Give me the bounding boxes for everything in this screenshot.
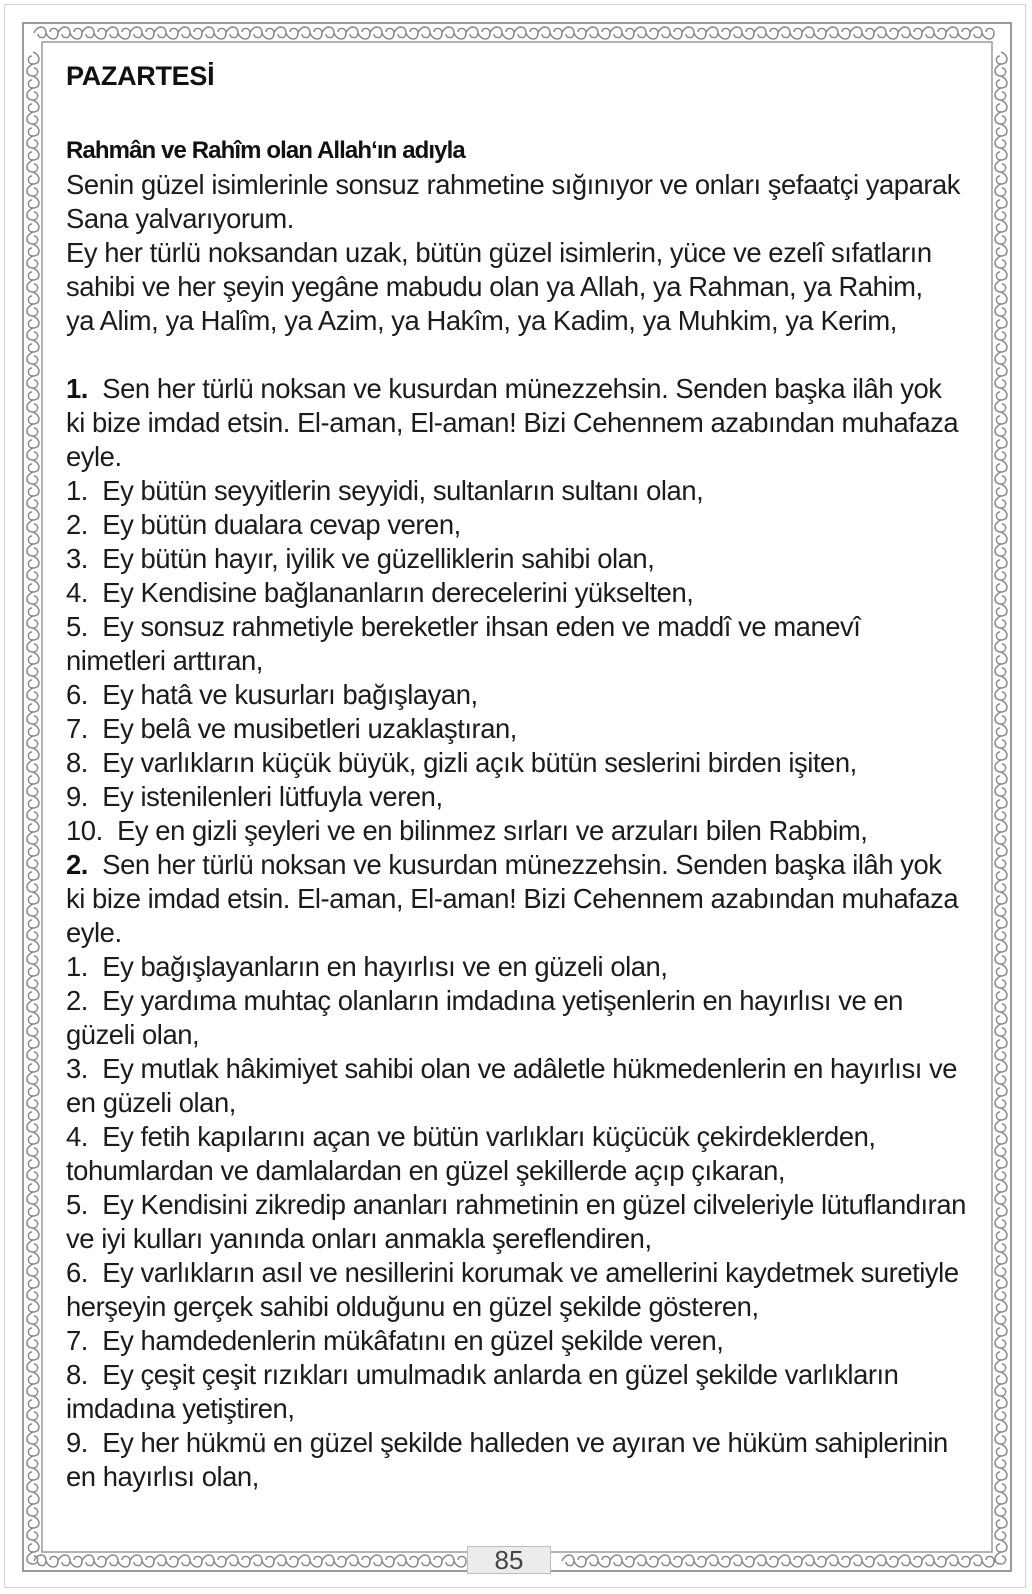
border-ornament [250, 27, 274, 39]
border-ornament [682, 27, 706, 39]
item-text: Ey Kendisini zikredip ananları rahmetinin en güzel cilveleriyle lütuflandıran ve iyi kulları yanında onları anmakla şereflendiren, [66, 1189, 966, 1254]
intro-line-2: Ey her türlü noksandan uzak, bütün güzel isimlerin, yüce ve ezelî sıfatların sahibi ve her şeyin yegâne mabudu olan ya Allah, ya Rahman, ya Rahim, [66, 237, 932, 302]
border-ornament [995, 340, 1007, 364]
border-ornament [995, 1468, 1007, 1492]
border-ornament [370, 27, 394, 39]
border-ornament [922, 1555, 946, 1567]
border-ornament [27, 1132, 39, 1156]
border-ornament [27, 724, 39, 748]
border-ornament [995, 556, 1007, 580]
border-ornament [27, 964, 39, 988]
item-number: 4. [66, 1121, 88, 1152]
item-text: Ey yardıma muhtaç olanların imdadına yetişenlerin en hayırlısı ve en güzeli olan, [66, 985, 903, 1050]
border-ornament [995, 676, 1007, 700]
item-text: Ey mutlak hâkimiyet sahibi olan ve adâletle hükmedenlerin en hayırlısı ve en güzeli olan, [66, 1053, 958, 1118]
border-ornament [27, 388, 39, 412]
border-ornament [802, 27, 826, 39]
list-item [66, 1324, 966, 1358]
section-number: 2. [66, 849, 88, 880]
border-ornament [27, 1012, 39, 1036]
border-ornament [995, 1444, 1007, 1468]
item-number: 2. [66, 509, 88, 540]
list-item [66, 678, 966, 712]
item-text: Ey bağışlayanların en hayırlısı ve en güzeli olan, [102, 951, 668, 982]
border-ornament [995, 292, 1007, 316]
border-ornament [27, 76, 39, 100]
border-ornament [995, 1540, 1007, 1564]
border-ornament [995, 1324, 1007, 1348]
page-number: 85 [467, 1546, 551, 1574]
border-ornament [995, 724, 1007, 748]
border-ornament [27, 1084, 39, 1108]
border-ornament [370, 1555, 394, 1567]
border-ornament [27, 484, 39, 508]
border-ornament [27, 340, 39, 364]
border-ornament [610, 1555, 634, 1567]
border-ornament [730, 1555, 754, 1567]
border-ornament [706, 1555, 730, 1567]
border-ornament [27, 892, 39, 916]
border-ornament [995, 316, 1007, 340]
border-ornament [995, 1084, 1007, 1108]
section-text: Sen her türlü noksan ve kusurdan münezzehsin. Senden başka ilâh yok ki bize imdad etsin. El-aman, El-aman! Bizi Cehennem azabından muhafaza eyle. [66, 849, 959, 948]
border-ornament [995, 1060, 1007, 1084]
list-item [66, 1188, 966, 1256]
border-ornament [995, 652, 1007, 676]
border-ornament [27, 508, 39, 532]
border-ornament [27, 124, 39, 148]
border-ornament [995, 1516, 1007, 1540]
border-ornament [27, 604, 39, 628]
border-ornament [995, 772, 1007, 796]
border-ornament [202, 27, 226, 39]
border-ornament [418, 27, 442, 39]
border-ornament [730, 27, 754, 39]
border-ornament [27, 460, 39, 484]
border-ornament [995, 748, 1007, 772]
border-ornament [58, 27, 82, 39]
border-ornament [995, 508, 1007, 532]
item-text: Ey çeşit çeşit rızıkları umulmadık anlarda en güzel şekilde varlıkların imdadına yetiştiren, [66, 1359, 899, 1424]
border-ornament [778, 27, 802, 39]
border-ornament [322, 27, 346, 39]
border-ornament [995, 436, 1007, 460]
border-ornament [226, 27, 250, 39]
border-ornament [442, 1555, 466, 1567]
border-ornament [27, 1444, 39, 1468]
item-number: 9. [66, 781, 88, 812]
item-number: 2. [66, 985, 88, 1016]
section-2 [66, 848, 966, 1494]
border-ornament [27, 1156, 39, 1180]
border-ornament [946, 1555, 970, 1567]
border-ornament [27, 772, 39, 796]
item-text: Ey en gizli şeyleri ve en bilinmez sırları ve arzuları bilen Rabbim, [117, 815, 868, 846]
item-number: 5. [66, 611, 88, 642]
border-ornament [538, 27, 562, 39]
border-ornament [27, 580, 39, 604]
border-ornament [634, 27, 658, 39]
border-ornament [27, 1036, 39, 1060]
item-number: 3. [66, 1053, 88, 1084]
border-ornament [27, 628, 39, 652]
border-ornament [58, 1555, 82, 1567]
border-ornament [995, 868, 1007, 892]
border-ornament [514, 27, 538, 39]
page-title: PAZARTESİ [66, 61, 215, 91]
border-ornament [27, 364, 39, 388]
section-text: Sen her türlü noksan ve kusurdan münezzehsin. Senden başka ilâh yok ki bize imdad etsin. El-aman, El-aman! Bizi Cehennem azabından muhafaza eyle. [66, 373, 959, 472]
border-ornament [27, 868, 39, 892]
item-number: 8. [66, 1359, 88, 1390]
section-1 [66, 372, 966, 848]
border-ornament [298, 27, 322, 39]
border-ornament [995, 460, 1007, 484]
border-ornament [995, 124, 1007, 148]
border-ornament [27, 268, 39, 292]
border-ornament [27, 1228, 39, 1252]
border-ornament [27, 316, 39, 340]
section-intro [66, 848, 966, 950]
page-content [66, 58, 966, 1494]
border-ornament [995, 1204, 1007, 1228]
item-text: Ey fetih kapılarını açan ve bütün varlıkları küçücük çekirdeklerden, tohumlardan ve damlalardan en güzel şekillerde açıp çıkaran, [66, 1121, 876, 1186]
item-number: 7. [66, 713, 88, 744]
border-ornament [274, 27, 298, 39]
border-ornament [610, 27, 634, 39]
border-ornament [995, 1132, 1007, 1156]
border-ornament [27, 1276, 39, 1300]
border-ornament [130, 1555, 154, 1567]
border-ornament [995, 844, 1007, 868]
list-item [66, 508, 966, 542]
border-ornament [778, 1555, 802, 1567]
border-ornament [130, 27, 154, 39]
border-ornament [27, 244, 39, 268]
border-ornament [995, 940, 1007, 964]
border-ornament [682, 1555, 706, 1567]
item-number: 6. [66, 679, 88, 710]
item-number: 9. [66, 1427, 88, 1458]
border-ornament [27, 1372, 39, 1396]
border-ornament [995, 796, 1007, 820]
border-ornament [394, 1555, 418, 1567]
border-ornament [802, 1555, 826, 1567]
border-ornament [658, 1555, 682, 1567]
border-ornament [995, 1276, 1007, 1300]
border-ornament [995, 628, 1007, 652]
border-ornament [995, 1156, 1007, 1180]
border-ornament [106, 27, 130, 39]
item-text: Ey bütün hayır, iyilik ve güzelliklerin sahibi olan, [102, 543, 655, 574]
border-ornament [995, 244, 1007, 268]
border-ornament [995, 1492, 1007, 1516]
border-ornament [322, 1555, 346, 1567]
border-ornament [106, 1555, 130, 1567]
border-ornament [27, 1492, 39, 1516]
border-ornament [27, 676, 39, 700]
list-item [66, 576, 966, 610]
list-item [66, 746, 966, 780]
border-ornament [27, 844, 39, 868]
border-ornament [27, 1180, 39, 1204]
border-ornament [995, 988, 1007, 1012]
list-item [66, 1256, 966, 1324]
item-number: 3. [66, 543, 88, 574]
border-ornament [442, 27, 466, 39]
basmala: Rahmân ve Rahîm olan Allah‘ın adıyla [66, 137, 465, 164]
border-ornament [898, 1555, 922, 1567]
border-ornament [658, 27, 682, 39]
border-ornament [995, 820, 1007, 844]
item-text: Ey varlıkların asıl ve nesillerini korumak ve amellerini kaydetmek suretiyle herşeyin gerçek sahibi olduğunu en güzel şekilde gösteren, [66, 1257, 959, 1322]
item-text: Ey her hükmü en güzel şekilde halleden ve ayıran ve hüküm sahiplerinin en hayırlısı olan, [66, 1427, 948, 1492]
border-ornament [466, 27, 490, 39]
border-ornament [27, 988, 39, 1012]
list-item [66, 984, 966, 1052]
section-number: 1. [66, 373, 88, 404]
border-ornament [850, 27, 874, 39]
border-ornament [995, 100, 1007, 124]
section-intro [66, 372, 966, 474]
border-ornament [995, 1396, 1007, 1420]
intro-line-1: Senin güzel isimlerinle sonsuz rahmetine sığınıyor ve onları şefaatçi yaparak Sana yalvarıyorum. [66, 169, 961, 234]
border-ornament [202, 1555, 226, 1567]
border-ornament [995, 1108, 1007, 1132]
border-ornament [995, 1348, 1007, 1372]
border-ornament [27, 1252, 39, 1276]
border-ornament [27, 1516, 39, 1540]
border-ornament [27, 100, 39, 124]
border-ornament [995, 1372, 1007, 1396]
border-ornament [562, 27, 586, 39]
border-ornament [346, 27, 370, 39]
item-text: Ey varlıkların küçük büyük, gizli açık bütün seslerini birden işiten, [102, 747, 857, 778]
border-ornament [34, 27, 58, 39]
item-number: 1. [66, 475, 88, 506]
border-ornament [27, 940, 39, 964]
border-ornament [27, 1420, 39, 1444]
item-text: Ey Kendisine bağlananların derecelerini yükselten, [102, 577, 694, 608]
border-ornament [27, 1108, 39, 1132]
list-item [66, 950, 966, 984]
item-text: Ey belâ ve musibetleri uzaklaştıran, [102, 713, 517, 744]
border-ornament [27, 172, 39, 196]
border-ornament [82, 27, 106, 39]
border-ornament [850, 1555, 874, 1567]
item-number: 10. [66, 815, 103, 846]
item-text: Ey bütün dualara cevap veren, [102, 509, 461, 540]
border-ornament [826, 27, 850, 39]
border-ornament [27, 292, 39, 316]
item-number: 4. [66, 577, 88, 608]
border-ornament [995, 172, 1007, 196]
border-ornament [27, 1300, 39, 1324]
item-number: 6. [66, 1257, 88, 1288]
border-ornament [82, 1555, 106, 1567]
border-ornament [27, 1540, 39, 1564]
border-ornament [27, 52, 39, 76]
list-item [66, 712, 966, 746]
border-ornament [995, 1300, 1007, 1324]
border-ornament [586, 27, 610, 39]
border-ornament [274, 1555, 298, 1567]
spacer [66, 338, 966, 372]
list-item [66, 814, 966, 848]
item-text: Ey hamdedenlerin mükâfatını en güzel şekilde veren, [102, 1325, 724, 1356]
border-ornament [970, 27, 994, 39]
border-ornament [826, 1555, 850, 1567]
border-ornament [27, 1348, 39, 1372]
border-ornament [27, 1396, 39, 1420]
border-ornament [418, 1555, 442, 1567]
border-ornament [586, 1555, 610, 1567]
border-ornament [154, 1555, 178, 1567]
border-ornament [995, 220, 1007, 244]
border-ornament [27, 1204, 39, 1228]
border-ornament [995, 76, 1007, 100]
border-ornament [946, 27, 970, 39]
item-text: Ey bütün seyyitlerin seyyidi, sultanların sultanı olan, [102, 475, 704, 506]
intro-line-3: ya Alim, ya Halîm, ya Azim, ya Hakîm, ya Kadim, ya Muhkim, ya Kerim, [66, 305, 897, 336]
border-ornament [995, 388, 1007, 412]
border-ornament [995, 268, 1007, 292]
border-ornament [995, 892, 1007, 916]
list-item [66, 610, 966, 678]
border-ornament [27, 436, 39, 460]
item-number: 5. [66, 1189, 88, 1220]
border-ornament [27, 220, 39, 244]
border-ornament [346, 1555, 370, 1567]
border-ornament [922, 27, 946, 39]
border-ornament [634, 1555, 658, 1567]
border-ornament [27, 148, 39, 172]
item-number: 8. [66, 747, 88, 778]
border-ornament [27, 700, 39, 724]
list-item [66, 1120, 966, 1188]
border-ornament [754, 1555, 778, 1567]
border-ornament [995, 916, 1007, 940]
border-ornament [995, 604, 1007, 628]
border-ornament [298, 1555, 322, 1567]
border-ornament [970, 1555, 994, 1567]
border-ornament [995, 580, 1007, 604]
border-ornament [27, 412, 39, 436]
border-ornament [27, 556, 39, 580]
border-ornament [154, 27, 178, 39]
border-ornament [562, 1555, 586, 1567]
border-ornament [874, 27, 898, 39]
border-ornament [995, 1228, 1007, 1252]
border-ornament [27, 916, 39, 940]
list-item [66, 1426, 966, 1494]
border-ornament [27, 1468, 39, 1492]
border-ornament [995, 1420, 1007, 1444]
border-ornament [394, 27, 418, 39]
border-ornament [226, 1555, 250, 1567]
border-ornament [27, 796, 39, 820]
item-number: 7. [66, 1325, 88, 1356]
list-item [66, 1358, 966, 1426]
item-text: Ey sonsuz rahmetiyle bereketler ihsan eden ve maddî ve manevî nimetleri arttıran, [66, 611, 861, 676]
item-text: Ey hatâ ve kusurları bağışlayan, [102, 679, 478, 710]
border-ornament [995, 1036, 1007, 1060]
list-item [66, 1052, 966, 1120]
item-number: 1. [66, 951, 88, 982]
border-ornament [995, 196, 1007, 220]
border-ornament [27, 196, 39, 220]
border-ornament [250, 1555, 274, 1567]
list-item [66, 474, 966, 508]
border-ornament [995, 964, 1007, 988]
border-ornament [706, 27, 730, 39]
border-ornament [754, 27, 778, 39]
border-ornament [995, 412, 1007, 436]
border-ornament [178, 27, 202, 39]
border-ornament [995, 1180, 1007, 1204]
item-text: Ey istenilenleri lütfuyla veren, [102, 781, 443, 812]
border-ornament [995, 364, 1007, 388]
border-ornament [27, 532, 39, 556]
border-ornament [490, 27, 514, 39]
border-ornament [995, 484, 1007, 508]
border-ornament [995, 52, 1007, 76]
list-item [66, 542, 966, 576]
border-ornament [178, 1555, 202, 1567]
border-ornament [995, 1252, 1007, 1276]
border-ornament [27, 748, 39, 772]
border-ornament [995, 700, 1007, 724]
border-ornament [27, 652, 39, 676]
list-item [66, 780, 966, 814]
border-ornament [27, 1324, 39, 1348]
border-ornament [898, 27, 922, 39]
border-ornament [995, 1012, 1007, 1036]
border-ornament [27, 1060, 39, 1084]
border-ornament [27, 820, 39, 844]
border-ornament [995, 532, 1007, 556]
border-ornament [995, 148, 1007, 172]
border-ornament [874, 1555, 898, 1567]
